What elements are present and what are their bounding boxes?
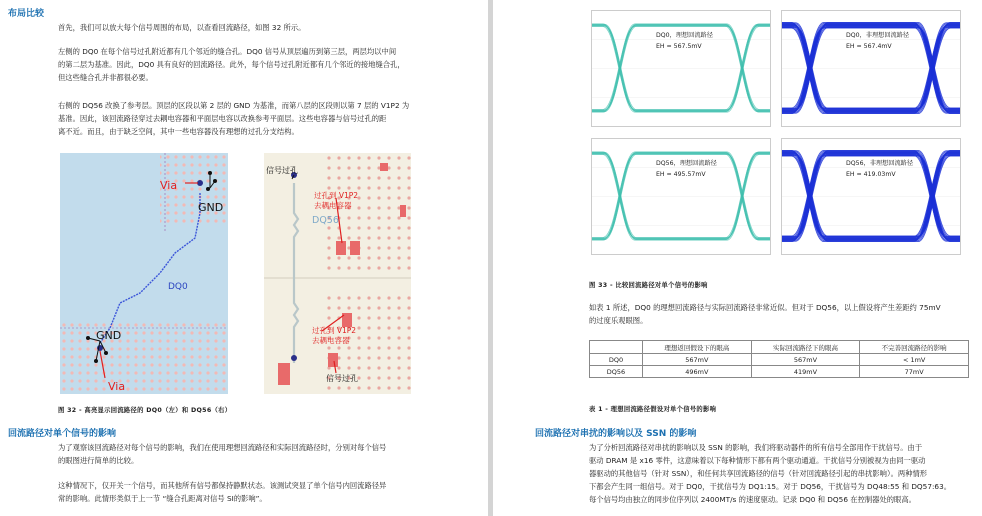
paragraph-4-line-2: 的眼图进行简单的比较。 xyxy=(58,456,139,465)
eye-height-value: EH = 567.5mV xyxy=(656,43,702,50)
dq0-trace-label: DQ0 xyxy=(168,282,188,292)
figure-33-caption: 图 33 - 比较回流路径对单个信号的影响 xyxy=(589,282,708,289)
paragraph-r1-line-1: 如表 1 所述，DQ0 的理想回流路径与实际回流路径非常近似。但对于 DQ56，以上假设将产生差距约 75mV xyxy=(589,303,941,312)
eye-height-value: EH = 419.03mV xyxy=(846,171,896,178)
paragraph-4-line-1: 为了观察该回流路径对每个信号的影响，我们在使用理想回流路径和实际回流路径时，分别对每个信号 xyxy=(58,443,387,452)
eye-label: DQ0，非理想回流路径 xyxy=(846,32,910,39)
signal-via-label-bottom: 信号过孔 xyxy=(326,374,358,383)
paragraph-r2-line-2: 驱动 DRAM 是 x16 零件，这意味着以下每种情形下都有两个驱动通道。干扰信号分别被视为由同一驱动 xyxy=(589,456,926,465)
eye-traces xyxy=(592,139,770,254)
eye-label: DQ56，理想回流路径 xyxy=(656,160,717,167)
right-page xyxy=(493,0,982,516)
table-cell: < 1mV xyxy=(860,354,969,366)
section-heading-single-signal: 回流路径对单个信号的影响 xyxy=(8,429,117,439)
eye-height-value: EH = 495.57mV xyxy=(656,171,706,178)
table-cell: 567mV xyxy=(643,354,752,366)
eye-diagram-dq0-ideal xyxy=(591,10,771,127)
table-cell: DQ56 xyxy=(590,366,643,378)
eye-diagram-dq56-nonideal xyxy=(781,138,961,255)
paragraph-2-line-2: 的第二层为基准。因此，DQ0 具有良好的回流路径。此外，每个信号过孔附近都有几个邻近的接地缝合孔， xyxy=(58,60,405,69)
via-label-bottom: Via xyxy=(108,380,126,393)
paragraph-5-line-2: 常的影响。此情形类似于上一节 “缝合孔距离对信号 SI的影响”。 xyxy=(58,494,267,503)
gnd-label-top: GND xyxy=(198,201,224,214)
dq0-layout-image xyxy=(60,153,228,394)
paragraph-r2-line-3: 器驱动的其他信号（针对 SSN），和任何共享回流路径的信号（针对回流路径引起的串扰影响）。两种情形 xyxy=(589,469,928,478)
paragraph-5-line-1: 这种情况下，仅开关一个信号，而其他所有信号都保持静默状态。该测试突显了单个信号内回流路径异 xyxy=(58,481,387,490)
section-heading-layout: 布局比较 xyxy=(8,9,45,19)
table-header-cell: 不完善回流路径的影响 xyxy=(860,341,969,354)
cap-label-bottom-line2: 去耦电容器 xyxy=(312,336,350,345)
eye-height-table xyxy=(589,340,969,378)
paragraph-r2-line-1: 为了分析回流路径对串扰的影响以及 SSN 的影响，我们将驱动器件的所有信号全部用作干扰信号。由于 xyxy=(589,443,923,452)
section-heading-crosstalk: 回流路径对串扰的影响以及 SSN 的影响 xyxy=(535,429,697,439)
signal-via-label-top: 信号过孔 xyxy=(266,166,298,175)
eye-height-value: EH = 567.4mV xyxy=(846,43,892,50)
gnd-label-bottom: GND xyxy=(96,329,122,342)
via-label-top: Via xyxy=(160,179,178,192)
table-cell: 419mV xyxy=(751,366,860,378)
paragraph-3-line-2: 基准。因此，该回流路径穿过去耦电容器和平面层电容以改换参考平面层。这些电容器与信号过孔的距 xyxy=(58,114,387,123)
eye-traces xyxy=(782,11,960,126)
paragraph-1: 首先，我们可以放大每个信号周围的布局，以查看回流路径，如图 32 所示。 xyxy=(58,23,306,32)
paragraph-3-line-3: 离不近。而且，由于缺乏空间，其中一些电容器没有理想的过孔分支结构。 xyxy=(58,127,299,136)
dq0-layout-drawing xyxy=(60,153,228,394)
paragraph-2-line-1: 左侧的 DQ0 在每个信号过孔附近都有几个邻近的缝合孔。DQ0 信号从顶层遍历到第三层，两层均以中间 xyxy=(58,47,397,56)
paragraph-r1-line-2: 的过度乐观眼图。 xyxy=(589,316,648,325)
table-cell: DQ0 xyxy=(590,354,643,366)
table-header-row xyxy=(590,341,969,354)
figure-32-caption: 图 32 - 高亮显示回流路径的 DQ0（左）和 DQ56（右） xyxy=(58,407,232,414)
table-cell: 77mV xyxy=(860,366,969,378)
dq56-layout-image xyxy=(264,153,411,394)
eye-label: DQ56，非理想回流路径 xyxy=(846,160,914,167)
table-1-caption: 表 1 - 理想回流路径假设对单个信号的影响 xyxy=(589,406,717,413)
table-cell: 567mV xyxy=(751,354,860,366)
cap-label-top-line2: 去耦电容器 xyxy=(314,201,352,210)
table-header-cell: 实际回流路径下的眼高 xyxy=(751,341,860,354)
table-row xyxy=(590,366,969,378)
eye-traces xyxy=(592,11,770,126)
cap-label-bottom-line1: 过孔到 V1P2 xyxy=(312,326,357,335)
paragraph-r2-line-5: 每个信号均由独立的同步位序列以 2400MT/s 的速度驱动。记录 DQ0 和 DQ56 在控制器处的眼高。 xyxy=(589,495,916,504)
eye-traces xyxy=(782,139,960,254)
eye-label: DQ0，理想回流路径 xyxy=(656,32,713,39)
table-header-cell xyxy=(590,341,643,354)
eye-diagram-dq56-ideal xyxy=(591,138,771,255)
dq56-trace-label: DQ56 xyxy=(312,215,339,226)
table-row xyxy=(590,354,969,366)
table-cell: 496mV xyxy=(643,366,752,378)
cap-label-top-line1: 过孔到 V1P2 xyxy=(314,191,359,200)
paragraph-r2-line-4: 下都会产生同一组信号。对于 DQ0，干扰信号为 DQ1:15。对于 DQ56，干扰信号为 DQ48:55 和 DQ57:63。 xyxy=(589,482,952,491)
dq56-layout-drawing xyxy=(264,153,411,394)
paragraph-3-line-1: 右侧的 DQ56 改换了参考层。顶层的区段以第 2 层的 GND 为基准，而第八层的区段则以第 7 层的 V1P2 为 xyxy=(58,101,410,110)
paragraph-2-line-3: 但这些缝合孔并非都很必要。 xyxy=(58,73,153,82)
left-page xyxy=(0,0,488,516)
eye-diagram-dq0-nonideal xyxy=(781,10,961,127)
table-header-cell: 理想返回假设下的眼高 xyxy=(643,341,752,354)
